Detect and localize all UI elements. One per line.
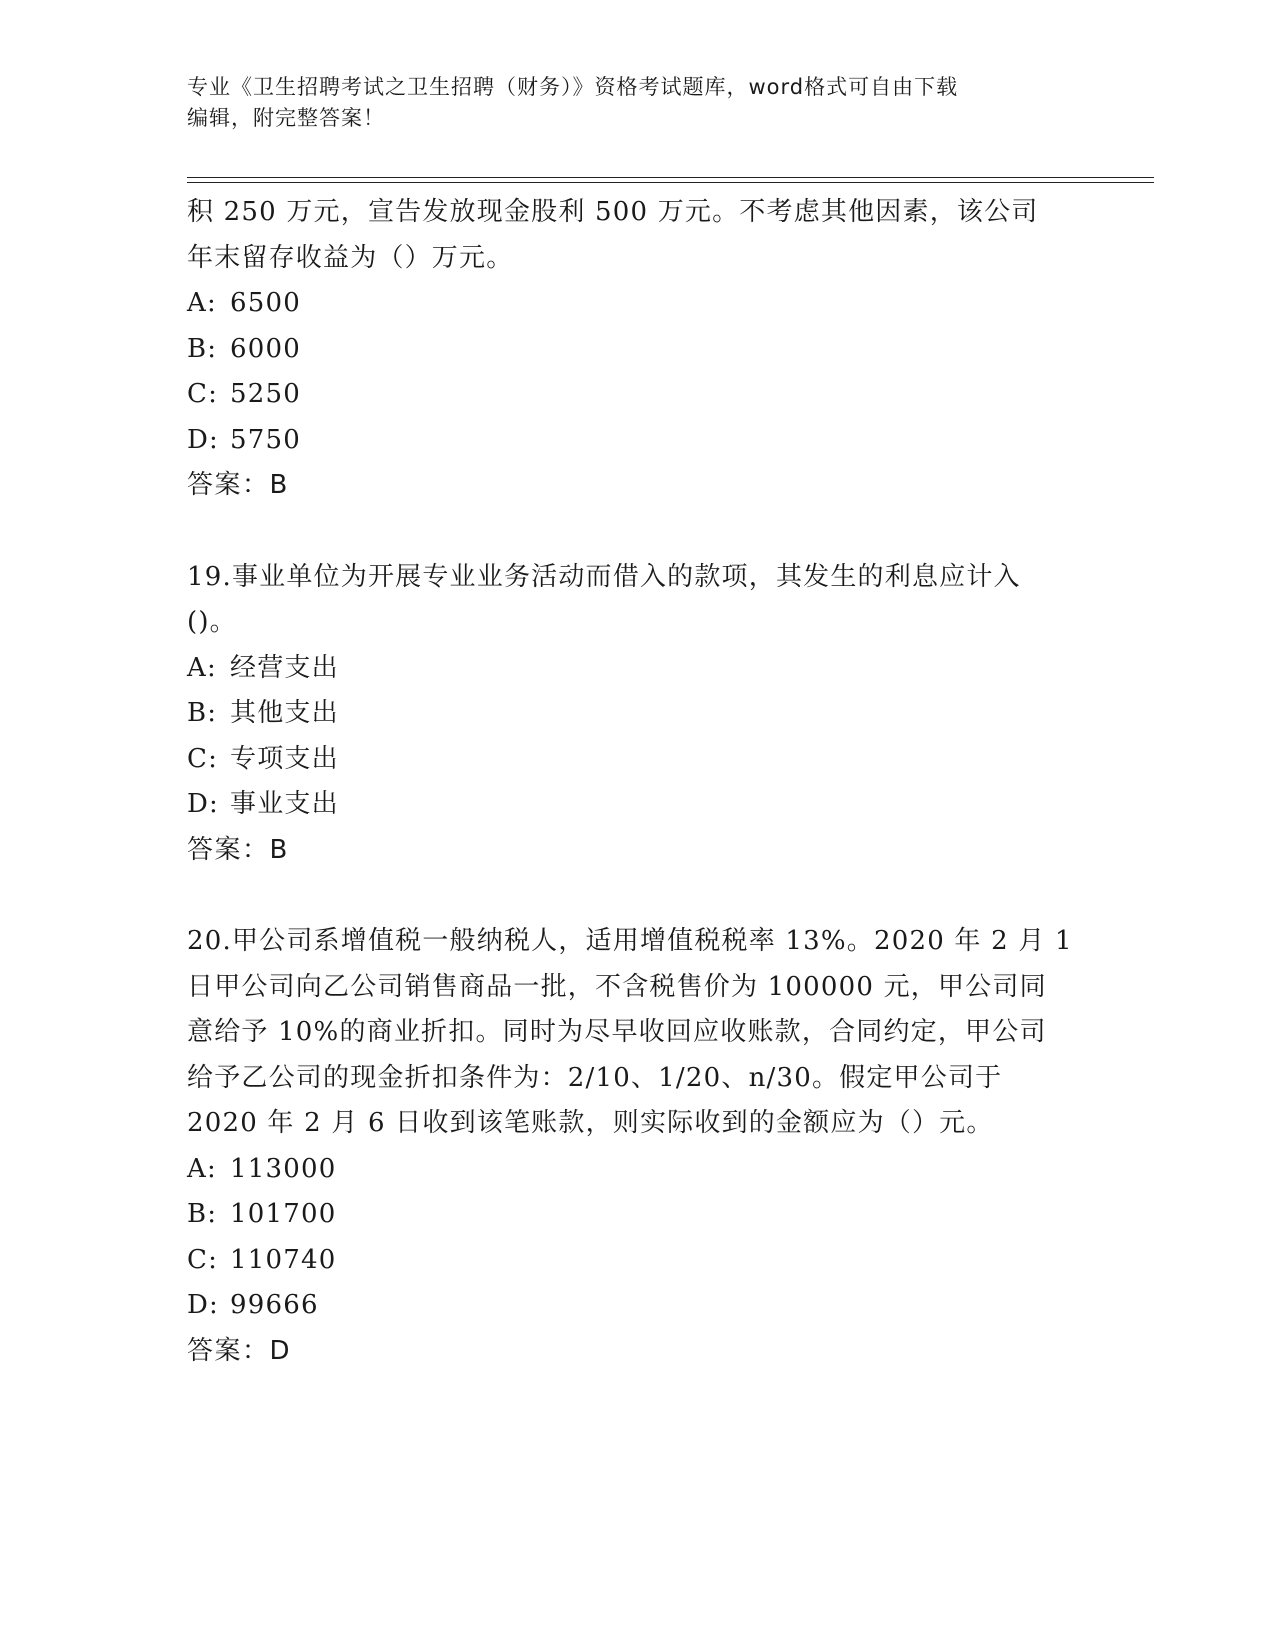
option-label: D:	[187, 789, 220, 819]
question-text-line: 给予乙公司的现金折扣条件为：2/10、1/20、n/30。假定甲公司于	[187, 1062, 1003, 1093]
document-header	[187, 72, 1067, 134]
question-text-line: 日甲公司向乙公司销售商品一批，不含税售价为 100000 元，甲公司同	[187, 971, 1047, 1002]
option-text: 110740	[230, 1244, 337, 1275]
option-label: A:	[187, 288, 217, 318]
option-label: C:	[187, 743, 219, 774]
option-text: 经营支出	[230, 652, 339, 683]
option-b	[187, 691, 1087, 737]
option-b	[187, 1192, 1087, 1238]
header-divider-bottom	[187, 182, 1154, 183]
spacer	[187, 509, 1087, 555]
option-label: B:	[187, 333, 218, 364]
question-text-line: 19.事业单位为开展专业业务活动而借入的款项，其发生的利息应计入	[187, 561, 1021, 592]
option-d	[187, 418, 1087, 464]
option-a	[187, 1147, 1087, 1193]
option-text: 113000	[230, 1153, 337, 1184]
option-label: B:	[187, 698, 218, 728]
answer-text: 答案：B	[187, 470, 289, 500]
option-c	[187, 1238, 1087, 1284]
option-d	[187, 1283, 1087, 1329]
option-c	[187, 372, 1087, 418]
option-b	[187, 327, 1087, 373]
option-a	[187, 281, 1087, 327]
header-divider-top	[187, 177, 1154, 178]
question-18	[187, 190, 1087, 509]
option-text: 5250	[230, 379, 301, 409]
option-text: 6000	[230, 333, 301, 364]
option-text: 6500	[230, 288, 301, 318]
question-text-line: 20.甲公司系增值税一般纳税人，适用增值税税率 13%。2020 年 2 月 1	[187, 926, 1073, 956]
option-text: 专项支出	[230, 743, 339, 774]
question-text-line: 年末留存收益为（）万元。	[187, 242, 514, 273]
option-label: C:	[187, 1244, 219, 1275]
option-label: A:	[187, 1153, 217, 1184]
question-list	[187, 190, 1087, 1374]
option-label: B:	[187, 1199, 218, 1229]
question-20	[187, 919, 1087, 1374]
question-text-line: 意给予 10%的商业折扣。同时为尽早收回应收账款，合同约定，甲公司	[187, 1017, 1047, 1047]
spacer	[187, 873, 1087, 919]
option-c	[187, 737, 1087, 783]
option-label: A:	[187, 652, 217, 683]
option-label: D:	[187, 424, 220, 455]
header-line-1: 专业《卫生招聘考试之卫生招聘（财务）》资格考试题库，word格式可自由下载	[187, 75, 959, 99]
option-text: 其他支出	[230, 698, 339, 728]
option-text: 99666	[230, 1290, 319, 1320]
question-19	[187, 555, 1087, 874]
option-d	[187, 782, 1087, 828]
option-label: D:	[187, 1290, 220, 1320]
answer-text: 答案：B	[187, 834, 289, 865]
option-text: 101700	[230, 1199, 337, 1229]
question-text-line: 2020 年 2 月 6 日收到该笔账款，则实际收到的金额应为（）元。	[187, 1108, 994, 1138]
option-a	[187, 646, 1087, 692]
question-text-line: 积 250 万元，宣告发放现金股利 500 万元。不考虑其他因素，该公司	[187, 197, 1039, 227]
question-text-line: ()。	[187, 607, 237, 637]
header-line-2: 编辑，附完整答案！	[187, 106, 385, 130]
option-label: C:	[187, 379, 219, 409]
option-text: 事业支出	[230, 789, 339, 819]
answer-text: 答案：D	[187, 1335, 292, 1366]
option-text: 5750	[230, 424, 301, 455]
